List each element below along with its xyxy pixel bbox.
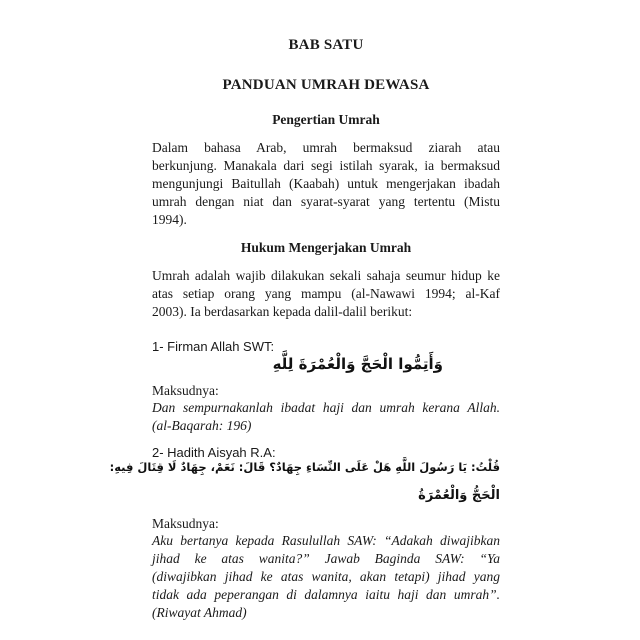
paragraph-line: umrah dengan niat dan syarat-syarat yang tertentu (Mistu	[152, 194, 500, 209]
evidence-2-label: 2- Hadith Aisyah R.A:	[152, 445, 276, 460]
arabic-verse: وَأَتِمُّوا الْحَجَّ وَالْعُمْرَةَ لِلَّهِ	[272, 355, 443, 373]
paragraph-line: Umrah adalah wajib dilakukan sekali sahaja seumur hidup ke	[152, 268, 500, 283]
arabic-hadith-line-2: الْحَجُّ وَالْعُمْرَةُ	[418, 488, 500, 503]
paragraph-line: mengunjungi Baitullah (Kaabah) untuk mengerjakan ibadah	[152, 176, 500, 191]
meaning-line: (al-Baqarah: 196)	[152, 418, 252, 433]
chapter-title: PANDUAN UMRAH DEWASA	[222, 77, 430, 93]
meaning-line: jihad ke atas wanita?” Jawab Baginda SAW: “Ya	[152, 551, 500, 566]
meaning-line: Dan sempurnakanlah ibadat haji dan umrah kerana Allah.	[152, 400, 500, 415]
paragraph-ruling	[152, 267, 500, 321]
evidence-2-meaning	[152, 532, 500, 622]
evidence-1-meaning-label: Maksudnya:	[152, 383, 219, 398]
paragraph-line: atas setiap orang yang mampu (al-Nawawi 1994; al-Kaf	[152, 286, 500, 301]
meaning-line: (Riwayat Ahmad)	[152, 605, 247, 620]
arabic-hadith-line-1: قُلْتُ: يَا رَسُولَ اللَّهِ هَلْ عَلَى النِّسَاءِ جِهَادٌ؟ قَالَ: نَعَمْ، جِهَادٌ لَا قِتَالَ فِيهِ:	[109, 460, 500, 474]
evidence-2-meaning-label: Maksudnya:	[152, 516, 219, 531]
document-page	[109, 0, 500, 640]
meaning-line: (diwajibkan jihad ke atas wanita, akan tetapi) jihad yang	[152, 569, 500, 584]
paragraph-line: 2003). Ia berdasarkan kepada dalil-dalil berikut:	[152, 304, 413, 319]
section-heading-definition: Pengertian Umrah	[272, 112, 380, 127]
meaning-line: Aku bertanya kepada Rasulullah SAW: “Adakah diwajibkan	[152, 533, 500, 548]
paragraph-line: 1994).	[152, 212, 187, 227]
evidence-1-meaning	[152, 399, 500, 435]
evidence-1-label: 1- Firman Allah SWT:	[152, 339, 275, 354]
paragraph-definition	[152, 139, 500, 229]
paragraph-line: berkunjung. Manakala dari segi istilah syarak, ia bermaksud	[152, 158, 500, 173]
meaning-line: tidak ada peperangan di dalamnya iaitu haji dan umrah”.	[152, 587, 500, 602]
chapter-label: BAB SATU	[288, 37, 364, 53]
paragraph-line: Dalam bahasa Arab, umrah bermaksud ziarah atau	[152, 140, 500, 155]
section-heading-ruling: Hukum Mengerjakan Umrah	[240, 240, 412, 255]
